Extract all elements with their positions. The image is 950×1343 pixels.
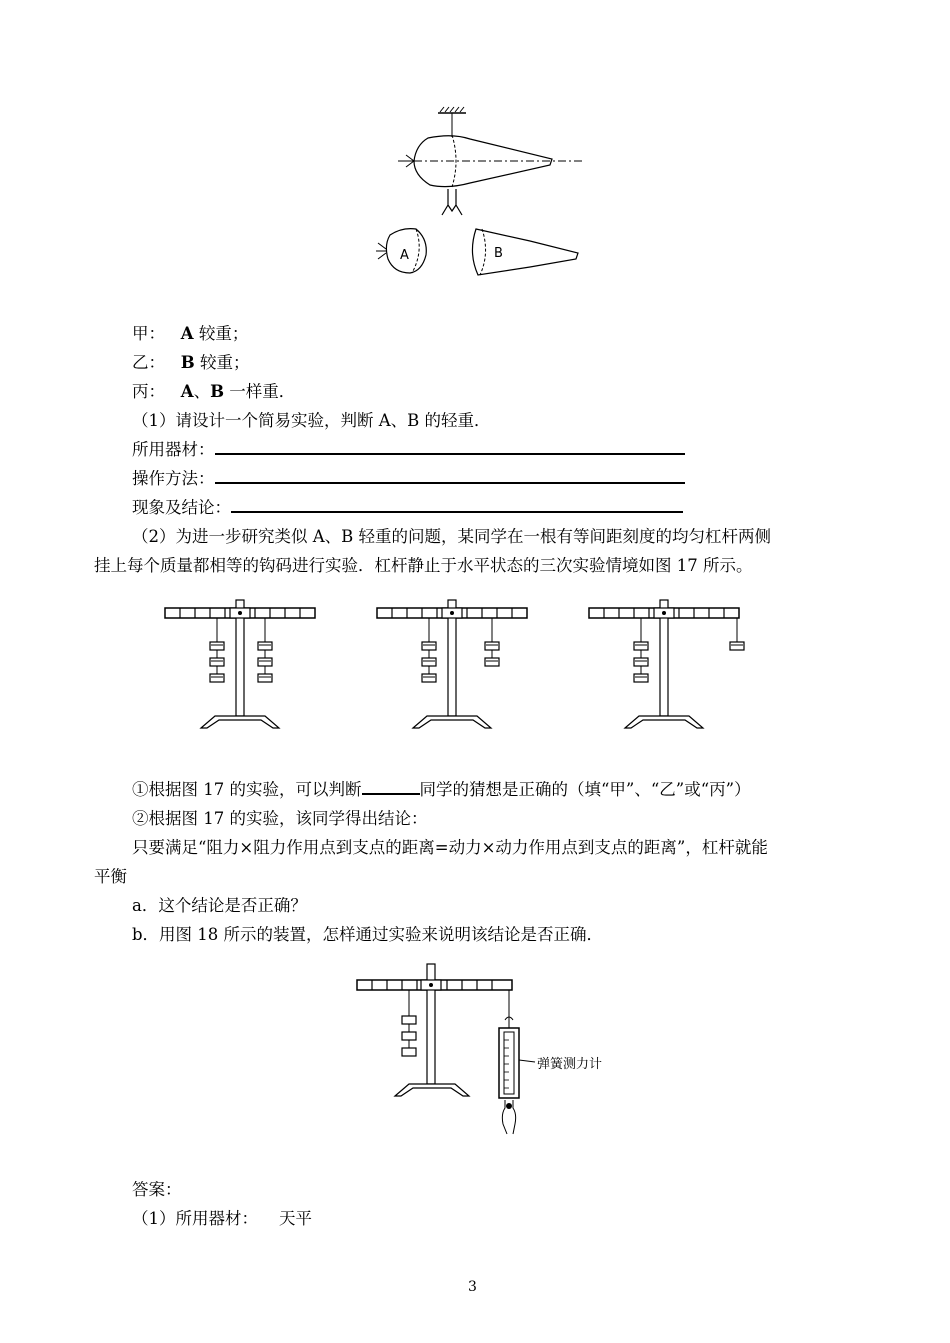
q1-prompt: （1）请设计一个简易实验，判断 A、B 的轻重． — [132, 411, 491, 430]
q2-item2: ②根据图 17 的实验，该同学得出结论： — [132, 809, 428, 828]
q1-method: 操作方法： — [132, 468, 685, 490]
result-blank[interactable] — [231, 511, 683, 513]
guess-jia: 甲： A 较重； — [132, 324, 249, 343]
q2-item1: ①根据图 17 的实验，可以判断 同学的猜想是正确的（填“甲”、“乙”或“丙”） — [132, 780, 751, 799]
guess-bing: 丙： A、B 一样重． — [132, 382, 296, 401]
guess-yi: 乙： B 较重； — [132, 353, 250, 372]
q2-line2: 挂上每个质量都相等的钩码进行实验．杠杆静止于水平状态的三次实验情境如图 17 所示。 — [94, 556, 753, 575]
answer-blank[interactable] — [362, 793, 420, 795]
answer-line1: （1）所用器材： 天平 — [132, 1209, 312, 1228]
label-b: B — [494, 246, 503, 261]
label-a: A — [400, 248, 409, 263]
sub-question-b: b．用图 18 所示的装置，怎样通过实验来说明该结论是否正确． — [132, 925, 604, 944]
q2-line1: （2）为进一步研究类似 A、B 轻重的问题，某同学在一根有等间距刻度的均匀杠杆两侧 — [132, 527, 772, 546]
figure-18 — [357, 962, 617, 1137]
sub-question-a: a．这个结论是否正确？ — [132, 896, 307, 915]
conclusion-line2: 平衡 — [94, 867, 127, 886]
materials-blank[interactable] — [215, 453, 685, 455]
page-number: 3 — [468, 1279, 477, 1295]
q1-result: 现象及结论： — [132, 497, 683, 519]
spring-scale-label: 弹簧测力计 — [537, 1057, 603, 1072]
conclusion-line1: 只要满足“阻力×阻力作用点到支点的距离=动力×动力作用点到支点的距离”，杠杆就能 — [132, 838, 768, 857]
answer-title: 答案： — [132, 1180, 182, 1199]
method-blank[interactable] — [215, 482, 685, 484]
carrot-figure — [370, 105, 590, 285]
figure-17 — [165, 598, 755, 738]
q1-materials: 所用器材： — [132, 439, 685, 461]
